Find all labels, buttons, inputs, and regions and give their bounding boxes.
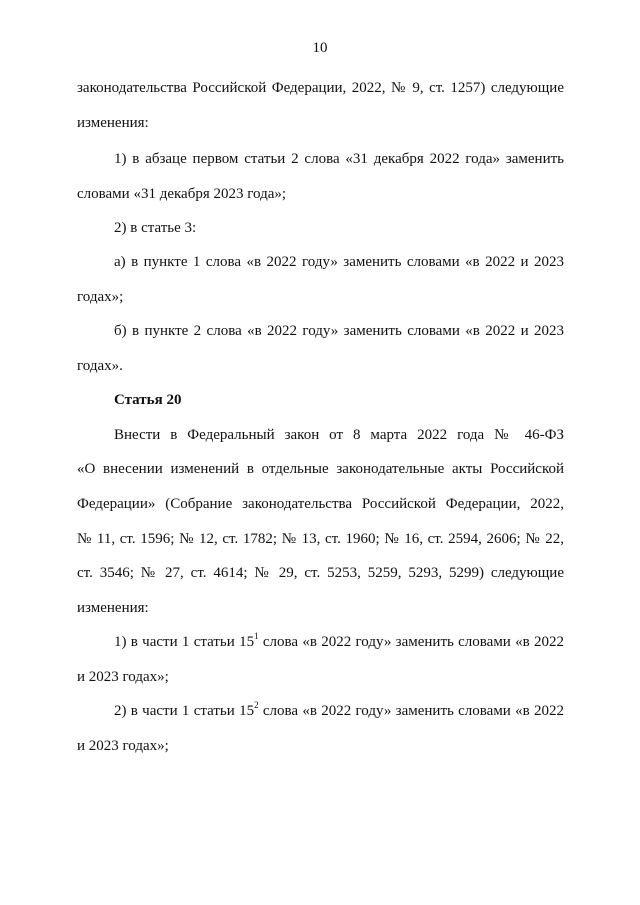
text-segment: слова «в 2022 году» заменить словами «в 2022 bbox=[258, 703, 565, 719]
text-line: изменения: bbox=[77, 115, 149, 131]
article-heading: Статья 20 bbox=[114, 392, 182, 408]
text-line: ст. 3546; № 27, ст. 4614; № 29, ст. 5253, 5259, 5293, 5299) следующие bbox=[77, 565, 564, 581]
text-line: «О внесении изменений в отдельные законодательные акты Российской bbox=[77, 461, 564, 477]
text-line: а) в пункте 1 слова «в 2022 году» заменить словами «в 2022 и 2023 bbox=[114, 254, 564, 270]
page-number: 10 bbox=[312, 40, 328, 56]
text-line: б) в пункте 2 слова «в 2022 году» заменить словами «в 2022 и 2023 bbox=[114, 323, 564, 339]
text-line: Внести в Федеральный закон от 8 марта 2022 года № 46-ФЗ bbox=[114, 427, 564, 443]
text-line: законодательства Российской Федерации, 2022, № 9, ст. 1257) следующие bbox=[77, 80, 564, 96]
text-segment: 1) в части 1 статьи 15 bbox=[114, 634, 255, 650]
text-line: годах»; bbox=[77, 289, 124, 305]
text-line: и 2023 годах»; bbox=[77, 669, 169, 685]
text-line bbox=[114, 702, 564, 720]
text-line: годах». bbox=[77, 358, 123, 374]
superscript: 2 bbox=[254, 700, 259, 710]
text-line bbox=[114, 633, 564, 651]
text-line: словами «31 декабря 2023 года»; bbox=[77, 186, 287, 202]
superscript: 1 bbox=[254, 631, 259, 641]
text-line: 1) в абзаце первом статьи 2 слова «31 декабря 2022 года» заменить bbox=[114, 151, 564, 167]
text-line: Федерации» (Собрание законодательства Российской Федерации, 2022, bbox=[77, 496, 564, 512]
text-line: и 2023 годах»; bbox=[77, 738, 169, 754]
text-segment: слова «в 2022 году» заменить словами «в 2022 bbox=[258, 634, 565, 650]
text-line: № 11, ст. 1596; № 12, ст. 1782; № 13, ст. 1960; № 16, ст. 2594, 2606; № 22, bbox=[77, 531, 564, 547]
text-line: 2) в статье 3: bbox=[114, 220, 197, 236]
text-segment: 2) в части 1 статьи 15 bbox=[114, 703, 255, 719]
text-line: изменения: bbox=[77, 600, 149, 616]
